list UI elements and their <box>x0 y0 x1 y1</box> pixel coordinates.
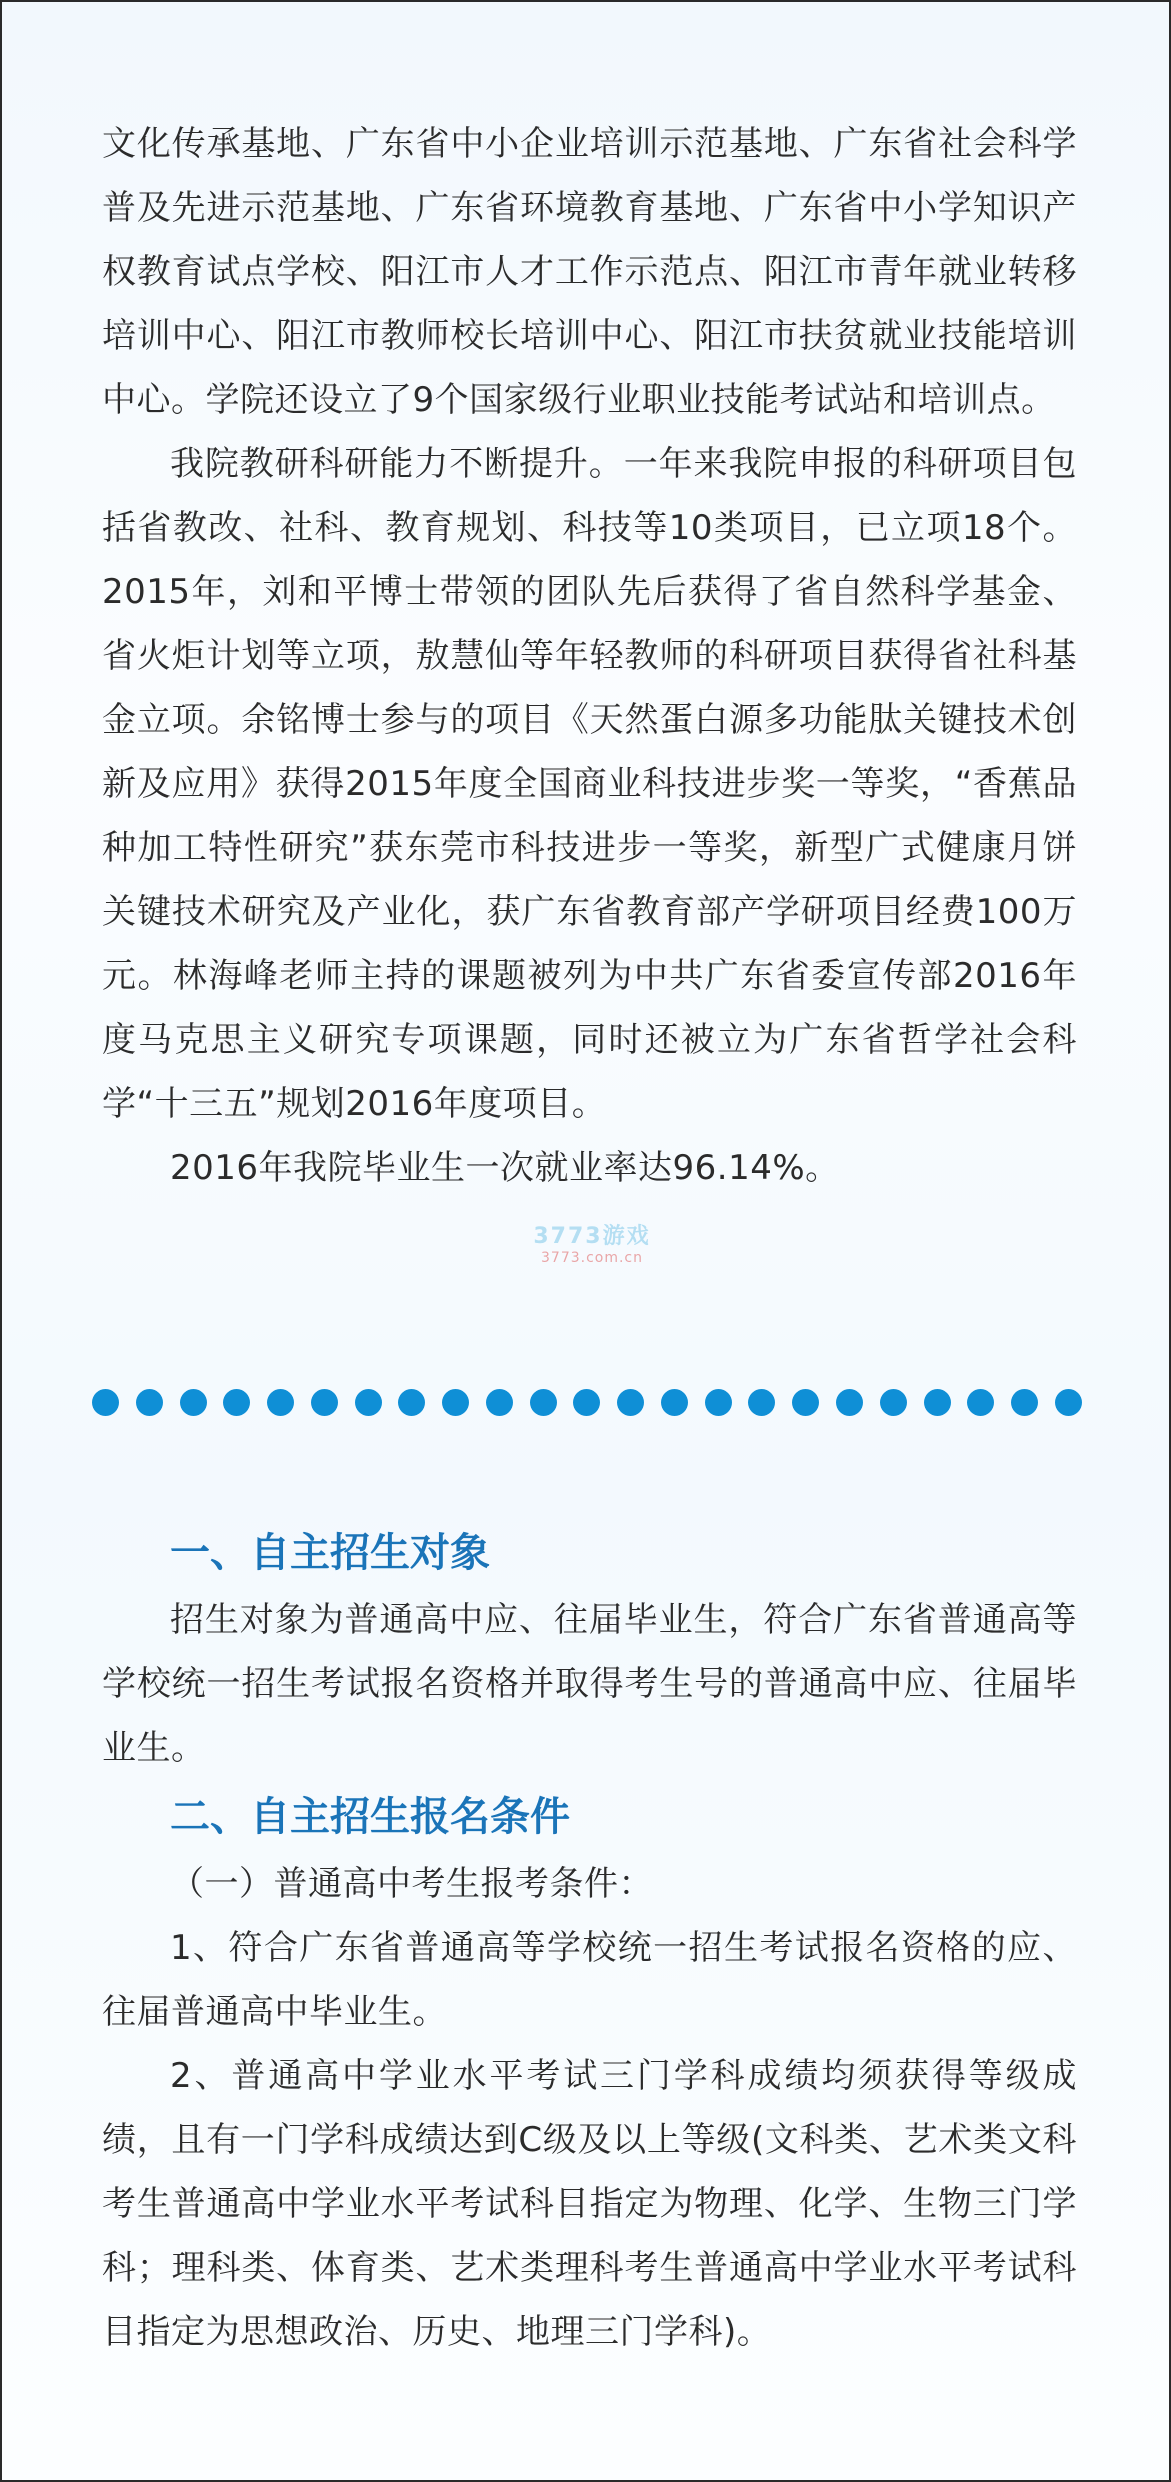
watermark-logo <box>512 1219 672 1266</box>
dot-divider <box>92 1386 1082 1418</box>
intro-section <box>102 112 1077 1200</box>
watermark-url: 3773.com.cn <box>541 1250 643 1266</box>
divider-dot <box>705 1389 732 1416</box>
divider-dot <box>1011 1389 1038 1416</box>
section1-heading: 一、自主招生对象 <box>170 1530 490 1576</box>
divider-dot <box>924 1389 951 1416</box>
intro-paragraph-bases: 文化传承基地、广东省中小企业培训示范基地、广东省社会科学普及先进示范基地、广东省环境教育基地、广东省中小学知识产权教育试点学校、阳江市人才工作示范点、阳江市青年就业转移培训中心、阳江市教师校长培训中心、阳江市扶贫就业技能培训中心。学院还设立了9个国家级行业职业技能考试站和培训点。 <box>102 124 1077 420</box>
section2-subheading: （一）普通高中考生报考条件： <box>170 1864 653 1904</box>
divider-dot <box>92 1389 119 1416</box>
divider-dot <box>486 1389 513 1416</box>
watermark-text: 3773游戏 <box>533 1224 651 1249</box>
section1-paragraph: 招生对象为普通高中应、往届毕业生，符合广东省普通高等学校统一招生考试报名资格并取得考生号的普通高中应、往届毕业生。 <box>102 1600 1077 1768</box>
divider-dot <box>836 1389 863 1416</box>
divider-dot <box>355 1389 382 1416</box>
section2-item-2: 2、普通高中学业水平考试三门学科成绩均须获得等级成绩，且有一门学科成绩达到C级及以上等级(文科类、艺术类文科考生普通高中学业水平考试科目指定为物理、化学、生物三门学科；理科类、体育类、艺术类理科考生普通高中学业水平考试科目指定为思想政治、历史、地理三门学科)。 <box>102 2056 1077 2352</box>
enrollment-section <box>102 1518 1077 2364</box>
intro-paragraph-employment: 2016年我院毕业生一次就业率达96.14%。 <box>170 1148 840 1188</box>
divider-dot <box>748 1389 775 1416</box>
divider-dot <box>792 1389 819 1416</box>
divider-dot <box>967 1389 994 1416</box>
divider-dot <box>311 1389 338 1416</box>
divider-dot <box>661 1389 688 1416</box>
divider-dot <box>617 1389 644 1416</box>
divider-dot <box>398 1389 425 1416</box>
divider-dot <box>267 1389 294 1416</box>
divider-dot <box>136 1389 163 1416</box>
divider-dot <box>880 1389 907 1416</box>
divider-dot <box>180 1389 207 1416</box>
divider-dot <box>1055 1389 1082 1416</box>
section2-heading: 二、自主招生报名条件 <box>170 1794 570 1840</box>
section2-item-1: 1、符合广东省普通高等学校统一招生考试报名资格的应、往届普通高中毕业生。 <box>102 1928 1077 2032</box>
divider-dot <box>442 1389 469 1416</box>
divider-dot <box>223 1389 250 1416</box>
divider-dot <box>573 1389 600 1416</box>
intro-paragraph-research: 我院教研科研能力不断提升。一年来我院申报的科研项目包括省教改、社科、教育规划、科技等10类项目，已立项18个。2015年，刘和平博士带领的团队先后获得了省自然科学基金、省火炬计划等立项，敖慧仙等年轻教师的科研项目获得省社科基金立项。余铭博士参与的项目《天然蛋白源多功能肽关键技术创新及应用》获得2015年度全国商业科技进步奖一等奖，“香蕉品种加工特性研究”获东莞市科技进步一等奖，新型广式健康月饼关键技术研究及产业化，获广东省教育部产学研项目经费100万元。林海峰老师主持的课题被列为中共广东省委宣传部2016年度马克思主义研究专项课题，同时还被立为广东省哲学社会科学“十三五”规划2016年度项目。 <box>102 444 1077 1124</box>
divider-dot <box>530 1389 557 1416</box>
